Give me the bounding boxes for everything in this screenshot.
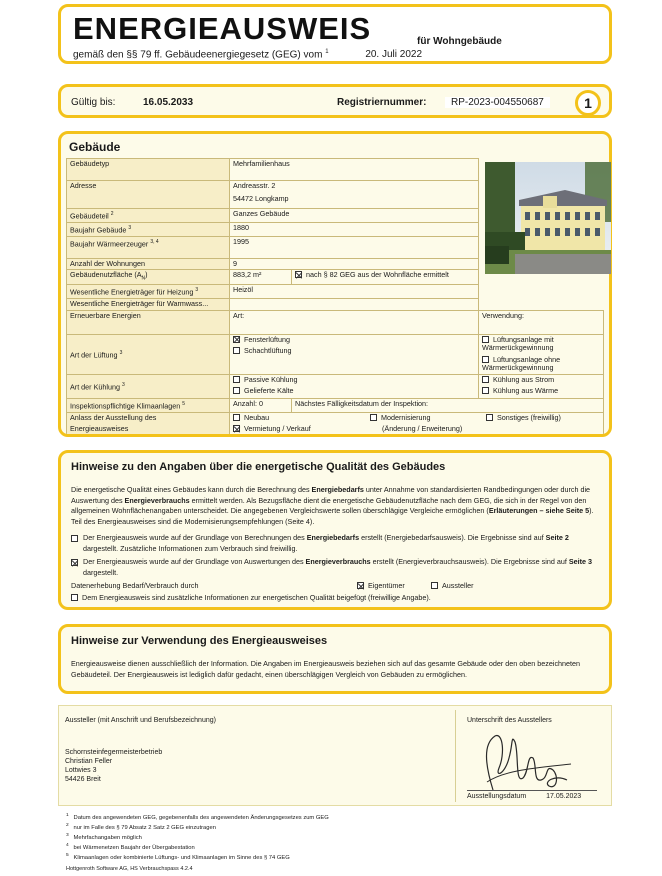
option-delivered-cooling (233, 387, 475, 396)
option-label: Passive Kühlung (244, 374, 298, 384)
renewables-use: Verwendung: (479, 310, 604, 334)
option-label: Neubau (244, 412, 270, 422)
heater-year-value: 1995 (230, 236, 479, 258)
address-line-2: 54472 Longkamp (233, 193, 289, 203)
option-label: Eigentümer (368, 581, 405, 590)
reason-label-line-1: Anlass der Ausstellung des (70, 412, 157, 422)
option-label: Modernisierung (381, 412, 431, 422)
construction-year-label (67, 222, 230, 236)
option-other (486, 414, 561, 423)
cooling-label (67, 374, 230, 398)
checkbox-checked (233, 425, 240, 432)
renewables-label: Erneuerbare Energien (67, 310, 230, 334)
checkbox-empty (482, 376, 489, 383)
footnote-ref: 3 (121, 381, 125, 388)
option-label: Dem Energieausweis sind zusätzliche Informationen zur energetischen Qualität beigefügt (freiwillige Angabe). (82, 593, 431, 602)
table-row (67, 398, 604, 412)
consumption-certificate-option (71, 557, 601, 578)
usable-area-note-text: nach § 82 GEG aus der Wohnfläche ermittelt (306, 270, 449, 280)
option-shaft-ventilation (233, 347, 475, 356)
usable-area-label-text: Gebäudenutzfläche (A (70, 270, 142, 280)
option-passive-cooling (233, 376, 475, 385)
table-row (67, 412, 604, 436)
data-collection-row (71, 581, 601, 592)
checkbox-empty (486, 414, 493, 421)
option-owner (357, 581, 405, 592)
footnote-number: 1 (66, 813, 69, 818)
issuer-line-2: Christian Feller (65, 758, 113, 765)
text-fragment: Der Energieausweis wurde auf der Grundlage von Berechnungen des (83, 533, 307, 542)
option-no-heat-recovery (482, 356, 600, 373)
building-part-value: Ganzes Gebäude (230, 209, 479, 223)
building-photo (485, 162, 611, 274)
option-label: Lüftungsanlage ohne Wärmerückgewinnung (482, 354, 561, 373)
table-row (67, 310, 604, 334)
software-credit: Hottgenroth Software AG, HS Verbrauchspass 4.2.4 (66, 866, 193, 872)
cooling-options-left (230, 374, 479, 398)
heater-year-label-text: Baujahr Wärmeerzeuger (70, 239, 149, 249)
renewables-type: Art: (230, 310, 479, 334)
area-subscript: N (141, 275, 146, 282)
ventilation-options-right (479, 334, 604, 374)
option-label: Aussteller (442, 581, 474, 590)
signature-label: Unterschrift des Ausstellers (467, 717, 552, 724)
building-heading: Gebäude (69, 140, 121, 154)
valid-label: Gültig bis: (71, 97, 116, 108)
address-line-1: Andreasstr. 2 (233, 181, 276, 190)
checkbox-empty (233, 414, 240, 421)
ventilation-label (67, 334, 230, 374)
footnote (66, 832, 329, 842)
footnote (66, 812, 329, 822)
footnote (66, 822, 329, 832)
option-label: Schachtlüftung (244, 346, 292, 356)
issuer-label: Aussteller (mit Anschrift und Berufsbezeichnung) (65, 717, 216, 724)
checkbox-empty (233, 347, 240, 354)
units-label: Anzahl der Wohnungen (67, 258, 230, 270)
footnote-number: 3 (66, 832, 69, 838)
quality-hints-heading: Hinweise zu den Angaben über die energetische Qualität des Gebäudes (71, 461, 446, 473)
cooling-label-text: Art der Kühlung (70, 382, 120, 392)
building-part-label (67, 209, 230, 223)
inspection-label-text: Inspektionspflichtige Klimaanlagen (70, 401, 181, 410)
reason-options (230, 412, 604, 436)
text-fragment-bold: Seite 3 (568, 557, 593, 566)
issuer-address (65, 748, 162, 784)
heating-carrier-label (67, 285, 230, 299)
option-label: Sonstiges (freiwillig) (497, 412, 561, 422)
page-number-badge: 1 (575, 90, 601, 116)
option-window-ventilation (233, 336, 475, 345)
table-row (67, 334, 604, 374)
option-modernisation (370, 414, 431, 423)
text-fragment: dargestellt. (83, 567, 119, 577)
text-fragment-bold: Energiebedarfs (311, 485, 364, 494)
footnotes (66, 812, 329, 862)
reason-label (67, 412, 230, 436)
usable-area-note (292, 270, 479, 285)
footnote-ref: 3 (195, 287, 199, 294)
option-label: Gelieferte Kälte (244, 386, 294, 396)
footnote-ref: 5 (182, 400, 186, 407)
footnote-text: Datum des angewendeten GEG, gegebenenfalls des angewendeten Änderungsgesetzes zum GEG (73, 814, 329, 821)
document-header (58, 4, 612, 64)
checkbox-checked (357, 582, 364, 589)
text-fragment-bold: Erläuterungen – siehe Seite 5 (488, 506, 590, 515)
inspection-count: Anzahl: 0 (230, 398, 292, 412)
issuer-section (58, 705, 612, 806)
text-fragment: ermittelt werden. Als Bezugsfläche dient die energetische Gebäudenutzfläche nach dem GEG, die sich in der Regel von den allgemeinen Wohnflächenangaben unterscheidet. Die angegebenen Vergleichswerte sollen überschlägige Vergleiche ermöglichen ( (71, 495, 587, 515)
building-type-label: Gebäudetyp (67, 159, 230, 181)
ventilation-options-left (230, 334, 479, 374)
extra-info-option (71, 593, 601, 604)
reason-label-line-2: Energieausweises (70, 424, 129, 433)
checkbox-checked (295, 271, 302, 278)
checkbox-empty (233, 387, 240, 394)
law-text: gemäß den §§ 79 ff. Gebäudeenergiegesetz (GEG) vom (73, 49, 323, 61)
footnote-number: 5 (66, 852, 69, 858)
footnote-ref: 3 (119, 349, 123, 356)
table-row (67, 374, 604, 398)
option-modernisation-sub: (Änderung / Erweiterung) (382, 424, 463, 433)
usage-hints-section (58, 624, 612, 694)
option-label: Fensterlüftung (244, 334, 290, 344)
issue-date-label: Ausstellungsdatum (467, 793, 527, 800)
cooling-options-right (479, 374, 604, 398)
text-fragment-bold: Energiebedarfs (306, 533, 360, 542)
building-type-value: Mehrfamilienhaus (230, 159, 479, 181)
text-fragment: ). Teil des Energieausweises sind die Modernisierungsempfehlungen (Seite 4). (71, 506, 594, 526)
ventilation-label-text: Art der Lüftung (70, 350, 118, 360)
checkbox-checked (233, 336, 240, 343)
usage-hints-heading: Hinweise zur Verwendung des Energieausweises (71, 635, 328, 647)
footnote-text: Klimaanlagen oder kombinierte Lüftungs- und Klimaanlagen im Sinne des § 74 GEG (73, 854, 290, 861)
option-label: Vermietung / Verkauf (244, 424, 311, 433)
heating-carrier-label-text: Wesentliche Energieträger für Heizung (70, 287, 194, 297)
address-value (230, 181, 479, 209)
inspection-label (67, 398, 230, 412)
checkbox-empty (482, 387, 489, 394)
option-heat-recovery (482, 336, 600, 353)
text-fragment: erstellt (Energieverbrauchsausweis). Die Ergebnisse sind auf (370, 557, 569, 566)
text-fragment-bold: Energieverbrauchs (305, 557, 371, 566)
footnote-ref: 3 (128, 224, 132, 231)
text-fragment-bold: Energieverbrauchs (124, 495, 190, 505)
checkbox-empty (482, 336, 489, 343)
law-reference (73, 49, 422, 60)
footnote-number: 2 (66, 822, 69, 828)
footnote-number: 4 (66, 842, 69, 848)
text-fragment: erstellt (Energiebedarfsausweis). Die Ergebnisse sind auf (359, 533, 546, 542)
document-title: ENERGIEAUSWEIS (73, 11, 372, 46)
checkbox-empty (71, 594, 78, 601)
issue-date-value: 17.05.2023 (546, 793, 582, 800)
issuer-line-4: 54426 Breit (65, 776, 101, 783)
checkbox-empty (431, 582, 438, 589)
registration-label: Registriernummer: (337, 97, 427, 108)
footnote-ref: 3, 4 (150, 238, 159, 245)
footnote-text: Mehrfachangaben möglich (73, 834, 142, 841)
option-label: Kühlung aus Strom (493, 374, 555, 384)
heating-carrier-value: Heizöl (230, 285, 479, 299)
water-carrier-label: Wesentliche Energieträger für Warmwass... (67, 299, 230, 311)
signature-image (475, 724, 575, 798)
checkbox-checked (71, 559, 78, 566)
document-subtitle: für Wohngebäude (417, 36, 502, 47)
issuer-line-1: Schornsteinfegermeisterbetrieb (65, 749, 163, 756)
inspection-next: Nächstes Fälligkeitsdatum der Inspektion: (292, 398, 604, 412)
usable-area-label (67, 270, 230, 285)
divider (455, 710, 456, 802)
law-date: 20. Juli 2022 (365, 49, 423, 61)
usage-hints-text: Energieausweise dienen ausschließlich der Information. Die Angaben im Energieausweis beziehen sich auf das gesamte Gebäude oder den oben bezeichneten Gebäudeteil. Der Energieausweis ist lediglich dafür gedacht, einen überschlägigen Vergleich von Gebäuden zu ermöglichen. (71, 659, 581, 679)
registration-number: RP-2023-004550687 (445, 97, 550, 108)
checkbox-empty (482, 356, 489, 363)
checkbox-empty (233, 376, 240, 383)
footnote (66, 842, 329, 852)
law-footnote-ref: 1 (325, 49, 329, 55)
option-issuer (431, 581, 474, 592)
checkbox-empty (370, 414, 377, 421)
water-carrier-value (230, 299, 479, 311)
text-fragment-bold: Seite 2 (545, 533, 569, 542)
footnote (66, 852, 329, 862)
validity-row (58, 84, 612, 118)
data-collection-label: Datenerhebung Bedarf/Verbrauch durch (71, 581, 199, 590)
option-electric-cooling (482, 376, 600, 385)
quality-hints-paragraph (71, 485, 601, 527)
quality-hints-section (58, 450, 612, 610)
heater-year-label (67, 236, 230, 258)
footnote-text: bei Wärmenetzen Baujahr der Übergabestation (73, 844, 195, 851)
footnote-ref: 2 (110, 211, 114, 217)
footnote-text: nur im Falle des § 79 Absatz 2 Satz 2 GEG einzutragen (73, 824, 216, 831)
construction-year-value: 1880 (230, 222, 479, 236)
issuer-line-3: Lottwies 3 (65, 767, 97, 774)
option-heat-cooling (482, 387, 600, 396)
valid-value: 16.05.2033 (143, 97, 194, 108)
issue-date-row (467, 790, 597, 801)
building-part-label-text: Gebäudeteil (70, 211, 109, 221)
units-value: 9 (230, 258, 479, 270)
text-fragment: Die energetische Qualität eines Gebäudes kann durch die Berechnung des (71, 485, 312, 494)
address-label: Adresse (67, 181, 230, 209)
construction-year-label-text: Baujahr Gebäude (70, 225, 127, 235)
option-label: Kühlung aus Wärme (493, 386, 559, 396)
text-fragment: dargestellt. Zusätzliche Informationen zum Verbrauch sind freiwillig. (83, 543, 298, 553)
building-photo-image (485, 162, 611, 274)
text-fragment: unter Annahme von standardisierten Randbedingungen oder durch die Auswertung des (71, 485, 591, 505)
usable-area-value: 883,2 m² (230, 270, 292, 285)
text-fragment: Der Energieausweis wurde auf der Grundlage von Auswertungen des (83, 557, 306, 566)
option-label: Lüftungsanlage mit Wärmerückgewinnung (482, 334, 554, 353)
checkbox-empty (71, 535, 78, 542)
demand-certificate-option (71, 533, 601, 554)
usable-area-label-end: ) (145, 270, 148, 280)
